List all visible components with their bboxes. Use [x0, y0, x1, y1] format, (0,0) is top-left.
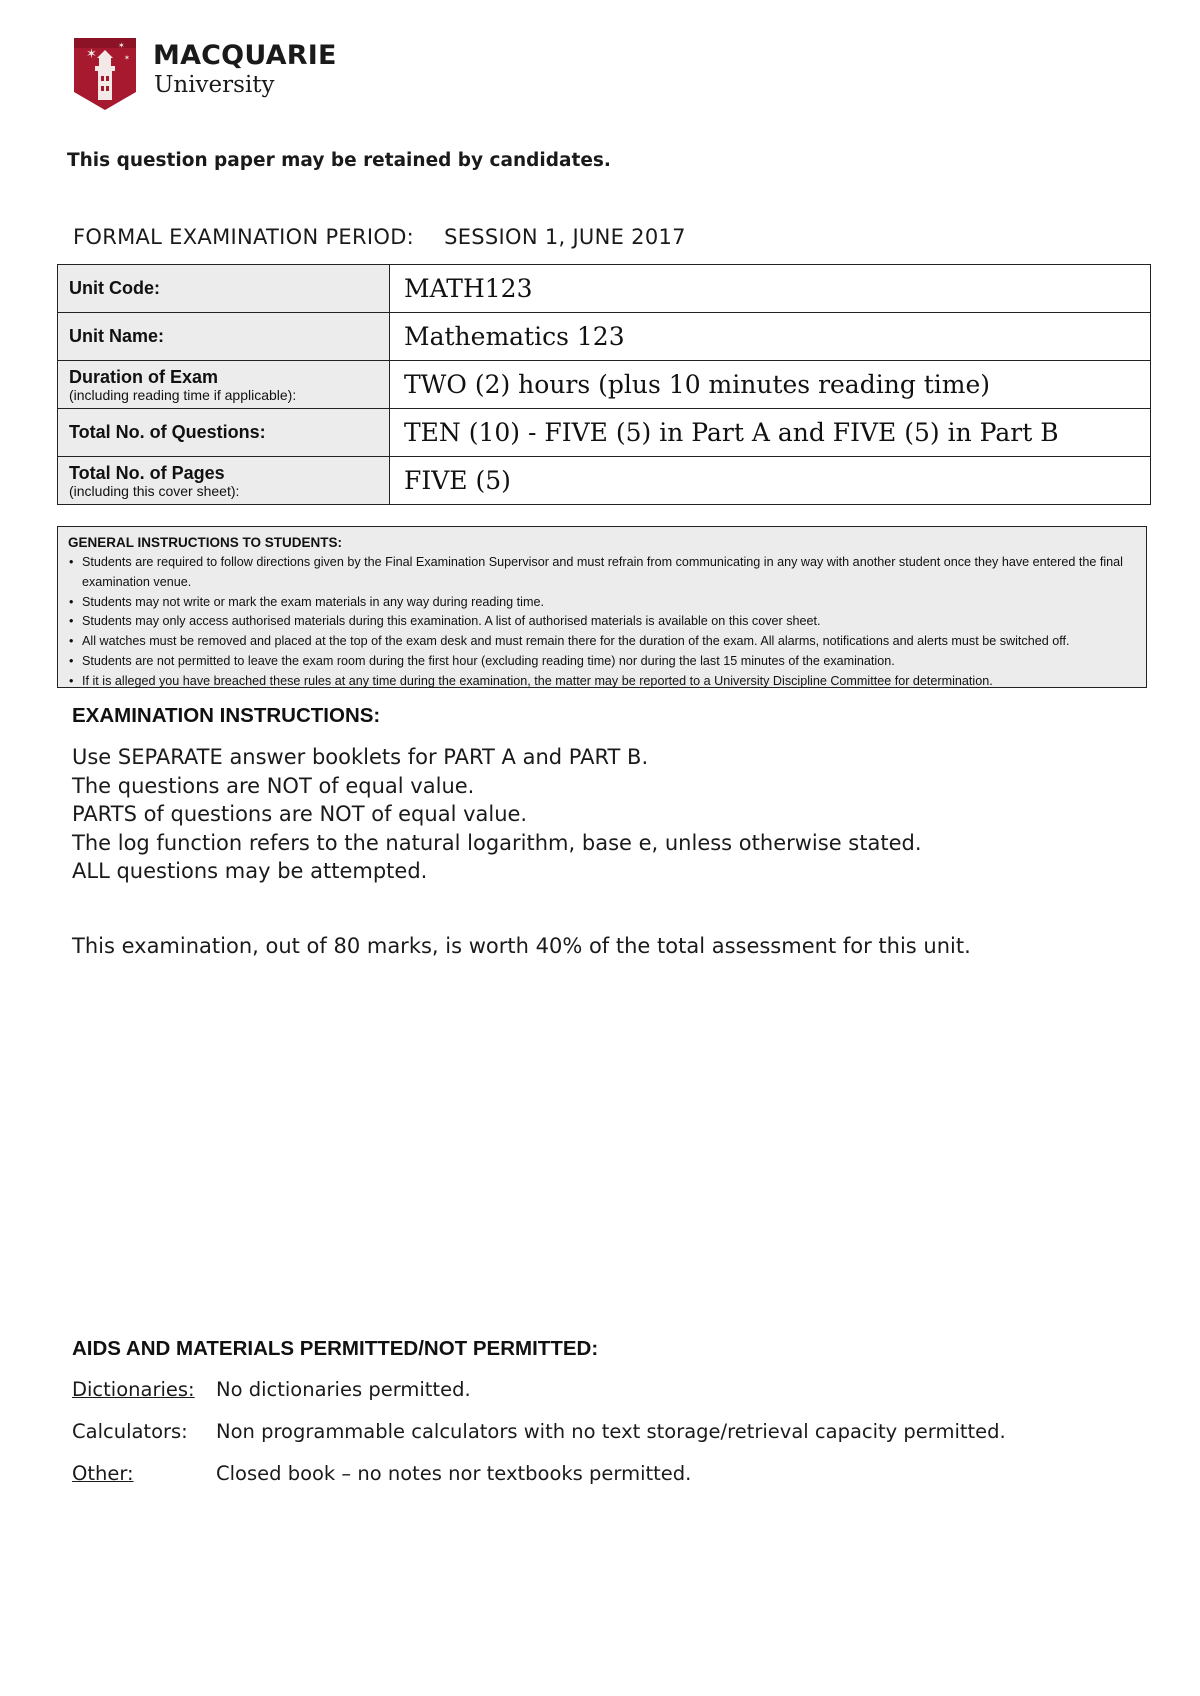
svg-text:✶: ✶ [86, 47, 97, 62]
table-row [58, 457, 1151, 505]
unit-name-value: Mathematics 123 [390, 313, 1151, 361]
exam-details-table [57, 264, 1151, 505]
list-item: • Students are not permitted to leave the exam room during the first hour (excluding reading time) nor during the last 15 minutes of the examination. [68, 652, 1134, 672]
duration-value: TWO (2) hours (plus 10 minutes reading time) [390, 361, 1151, 409]
aids-value: Non programmable calculators with no text storage/retrieval capacity permitted. [216, 1420, 1006, 1443]
general-instructions-title: GENERAL INSTRUCTIONS TO STUDENTS: [68, 535, 343, 550]
table-row [58, 361, 1151, 409]
logo-wordmark-secondary: University [154, 72, 275, 98]
list-item: • Students are required to follow directions given by the Final Examination Supervisor and must refrain from communicating in any way with another student once they have entered the final examination venue. [68, 553, 1134, 593]
pages-value: FIVE (5) [390, 457, 1151, 505]
svg-text:✶: ✶ [118, 41, 125, 50]
list-item: • If it is alleged you have breached these rules at any time during the examination, the matter may be reported to a University Discipline Committee for determination. [68, 672, 1134, 692]
list-item: The questions are NOT of equal value. [72, 773, 475, 798]
table-row [58, 409, 1151, 457]
svg-text:✶: ✶ [124, 54, 130, 62]
list-item: Use SEPARATE answer booklets for PART A and PART B. [72, 745, 649, 769]
list-item: The log function refers to the natural logarithm, base e, unless otherwise stated. [72, 830, 922, 855]
row-label [58, 457, 390, 505]
general-instructions-box [57, 526, 1147, 688]
exam-period-value: SESSION 1, JUNE 2017 [444, 225, 686, 249]
questions-value: TEN (10) - FIVE (5) in Part A and FIVE (5) in Part B [390, 409, 1151, 457]
list-item: • Students may not write or mark the exam materials in any way during reading time. [68, 593, 1134, 613]
aids-key: Other: [72, 1462, 134, 1485]
list-item: PARTS of questions are NOT of equal value. [72, 802, 528, 826]
label-text: Total No. of Pages [69, 462, 225, 483]
aids-value: No dictionaries permitted. [216, 1378, 471, 1401]
exam-instructions-list [72, 743, 922, 886]
label-subtext: (including this cover sheet): [69, 482, 240, 499]
university-crest-icon [72, 36, 138, 112]
label-text: Duration of Exam [69, 366, 219, 387]
aids-value: Closed book – no notes nor textbooks permitted. [216, 1462, 692, 1485]
row-label [58, 313, 390, 361]
label-subtext: (including reading time if applicable): [69, 386, 297, 403]
list-item: • Students may only access authorised materials during this examination. A list of authorised materials is available on this cover sheet. [68, 612, 1134, 632]
row-label [58, 409, 390, 457]
aids-heading: AIDS AND MATERIALS PERMITTED/NOT PERMITTED: [72, 1337, 599, 1360]
label-text: Unit Code: [69, 278, 160, 298]
logo-wordmark-primary: MACQUARIE [153, 40, 337, 71]
general-instructions-list [68, 553, 1134, 692]
list-item: • All watches must be removed and placed at the top of the exam desk and must remain there for the duration of the exam. All alarms, notifications and alerts must be switched off. [68, 632, 1134, 652]
retained-note: This question paper may be retained by candidates. [67, 150, 611, 171]
exam-period [73, 225, 686, 249]
exam-instructions-heading: EXAMINATION INSTRUCTIONS: [72, 704, 381, 727]
row-label [58, 265, 390, 313]
unit-code-value: MATH123 [390, 265, 1151, 313]
list-item: ALL questions may be attempted. [72, 859, 428, 883]
label-text: Total No. of Questions: [69, 422, 266, 442]
exam-worth-statement: This examination, out of 80 marks, is worth 40% of the total assessment for this unit. [72, 934, 971, 958]
label-text: Unit Name: [69, 326, 165, 346]
exam-period-label: FORMAL EXAMINATION PERIOD: [73, 225, 415, 249]
aids-key: Calculators: [72, 1420, 188, 1443]
row-label [58, 361, 390, 409]
table-row [58, 265, 1151, 313]
university-logo [72, 36, 372, 116]
table-row [58, 313, 1151, 361]
aids-key: Dictionaries: [72, 1378, 195, 1401]
